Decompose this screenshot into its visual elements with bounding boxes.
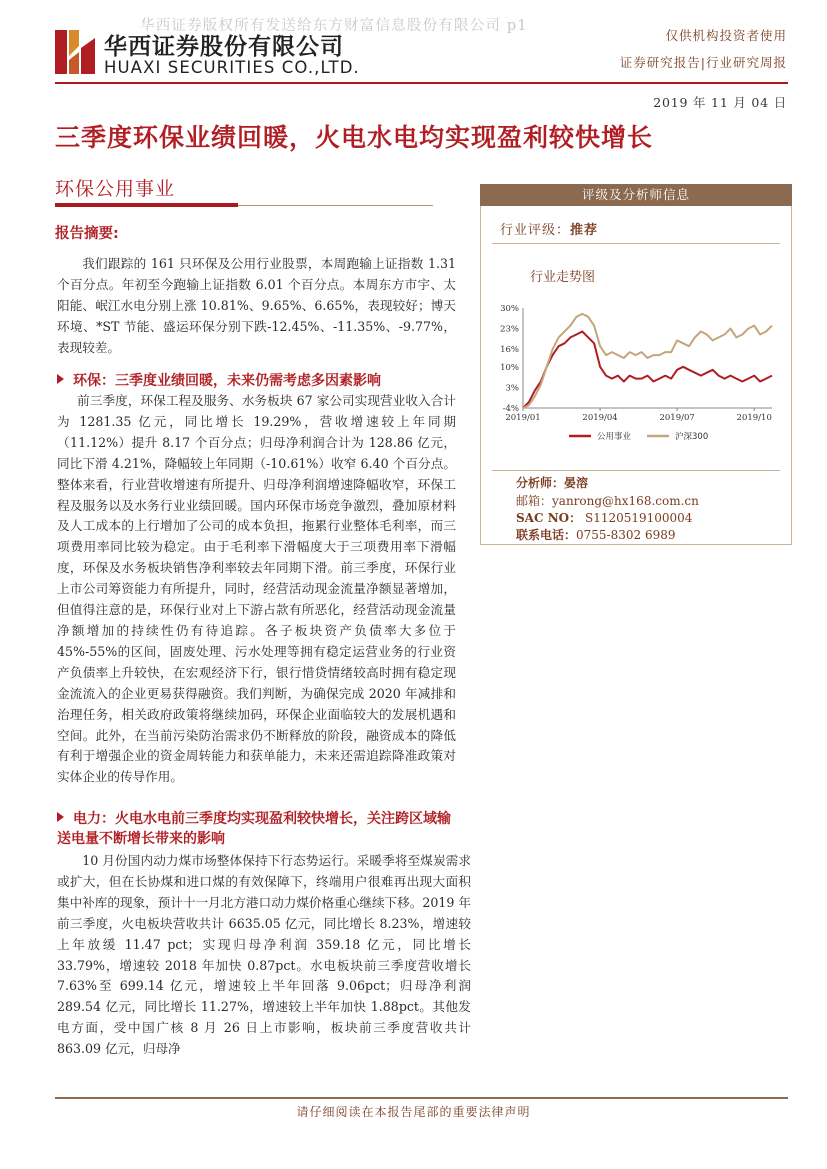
analyst-sac: SAC NO： S1120519100004 bbox=[516, 511, 693, 525]
report-title: 三季度环保业绩回暖，火电水电均实现盈利较快增长 bbox=[55, 123, 654, 152]
y-tick-label: 16% bbox=[500, 345, 519, 356]
institutional-only-note: 仅供机构投资者使用 bbox=[665, 28, 787, 43]
triangle-bullet-icon bbox=[57, 374, 64, 384]
legend-label: 沪深300 bbox=[675, 432, 709, 442]
chart-title: 行业走势图 bbox=[530, 270, 596, 285]
legend-label: 公用事业 bbox=[597, 432, 632, 442]
y-tick-label: 30% bbox=[500, 304, 519, 314]
triangle-bullet-icon bbox=[57, 812, 64, 822]
summary-intro: 我们跟踪的 161 只环保及公用行业股票，本周跑输上证指数 1.31 个百分点。年初至今跑输上证指数 6.01 个百分点。本周东方市宇、太阳能、岷江水电分别上涨 10.81%、9.65%、6.65%，表现较好；博天环境、*ST 节能、盛运环保分别下跌-12.45%、-11.35%、-9.77%，表现较差。 bbox=[57, 256, 456, 355]
report-type: 证券研究报告|行业研究周报 bbox=[619, 55, 787, 70]
analyst-phone: 联系电话：0755-8302 6989 bbox=[516, 528, 676, 542]
y-tick-label: 10% bbox=[500, 362, 519, 373]
x-tick-label: 2019/01 bbox=[505, 413, 541, 423]
x-tick-label: 2019/04 bbox=[582, 413, 618, 423]
y-tick-label: 23% bbox=[500, 324, 519, 335]
analyst-divider bbox=[492, 470, 780, 471]
sidebar-header: 评级及分析师信息 bbox=[480, 184, 792, 206]
summary-heading: 报告摘要: bbox=[55, 226, 119, 242]
analyst-name: 分析师：晏溶 bbox=[516, 476, 589, 490]
section-heading-environment: 环保：三季度业绩回暖，未来仍需考虑多因素影响 bbox=[57, 371, 462, 391]
footer-divider bbox=[55, 1097, 788, 1099]
industry-rating: 行业评级：推荐 bbox=[500, 223, 599, 238]
company-name-en: HUAXI SECURITIES CO.,LTD. bbox=[104, 58, 360, 77]
chart-lines bbox=[523, 314, 772, 408]
y-tick-label: 3% bbox=[505, 383, 519, 394]
sector-divider bbox=[238, 205, 433, 206]
chart-axes bbox=[500, 304, 772, 423]
footer-disclaimer: 请仔细阅读在本报告尾部的重要法律声明 bbox=[296, 1105, 531, 1119]
section-body-environment: 前三季度，环保工程及服务、水务板块 67 家公司实现营业收入合计为 1281.35 亿元，同比增长 19.29%，营收增速较上年同期（11.12%）提升 8.17 个百分点；归母净利润合计为 128.86 亿元，同比下滑 4.21%，降幅较上年同期（-10.61%）收窄 6.40 个百分点。整体来看，行业营收增速有所提升、归母净利润增速降幅收窄，环保工程及服务以及水务行业业绩回暖。国内环保市场竞争激烈，叠加原材料及人工成本的上行增加了公司的成本负担，拖累行业整体毛利率，而三项费用率同比较为稳定。由于毛利率下滑幅度大于三项费用率下滑幅度，环保及水务板块销售净利率较去年同期下滑。前三季度，环保行业上市公司筹资能力有所提升，同时，经营活动现金流量净额显著增加，但值得注意的是，环保行业对上下游占款有所恶化，经营活动现金流量净额增加的持续性仍有待追踪。各子板块资产负债率大多位于 45%-55%的区间，固废处理、污水处理等拥有稳定运营业务的行业资产负债率上升较快，在宏观经济下行，银行惜贷情绪较高时拥有稳定现金流流入的企业更易获得融资。我们判断，为确保完成 2020 年减排和治理任务，相关政府政策将继续加码，环保企业面临较大的发展机遇和空间。此外，在当前污染防治需求仍不断释放的阶段，融资成本的降低有利于增强企业的资金周转能力和获单能力，未来还需追踪降准政策对实体企业的传导作用。 bbox=[57, 393, 456, 785]
series-line-csi300 bbox=[523, 314, 772, 408]
chart-legend bbox=[569, 431, 708, 442]
huaxi-logo-icon bbox=[55, 30, 95, 74]
header-divider bbox=[55, 82, 788, 84]
section-heading-power: 电力：火电水电前三季度均实现盈利较快增长，关注跨区域输送电量不断增长带来的影响 bbox=[57, 811, 451, 847]
sector-underline bbox=[55, 203, 238, 207]
section-body-power: 10 月份国内动力煤市场整体保持下行态势运行。采暖季将至煤炭需求或扩大，但在长协煤和进口煤的有效保障下，终端用户很难再出现大面积集中补库的现象，预计十一月北方港口动力煤价格重心继续下移。2019 年前三季度，火电板块营收共计 6635.05 亿元，同比增长 8.23%，增速较上年放缓 11.47 pct；实现归母净利润 359.18 亿元，同比增长 33.79%，增速较 2018 年加快 0.87pct。水电板块前三季度营收增长 7.63%至 699.14 亿元，增速较上半年回落 9.06pct；归母净利润 289.54 亿元，同比增长 11.27%，增速较上半年加快 1.88pct。其他发电方面，受中国广核 8 月 26 日上市影响，板块前三季度营收共计 863.09 亿元，归母净 bbox=[57, 853, 471, 1057]
rating-value: 推荐 bbox=[570, 223, 599, 238]
x-tick-label: 2019/07 bbox=[659, 413, 695, 423]
industry-trend-chart bbox=[497, 296, 782, 451]
sector-label: 环保公用事业 bbox=[55, 178, 176, 200]
watermark: 华西证券版权所有发送给东方财富信息股份有限公司 p1 bbox=[140, 18, 528, 34]
y-tick-label: -4% bbox=[502, 404, 519, 414]
x-tick-label: 2019/10 bbox=[736, 413, 772, 423]
rating-divider bbox=[492, 243, 780, 244]
report-date: 2019 年 11 月 04 日 bbox=[653, 95, 787, 110]
series-line-utilities bbox=[523, 332, 772, 409]
analyst-email: 邮箱：yanrong@hx168.com.cn bbox=[516, 494, 699, 508]
company-name-cn: 华西证券股份有限公司 bbox=[104, 34, 344, 60]
